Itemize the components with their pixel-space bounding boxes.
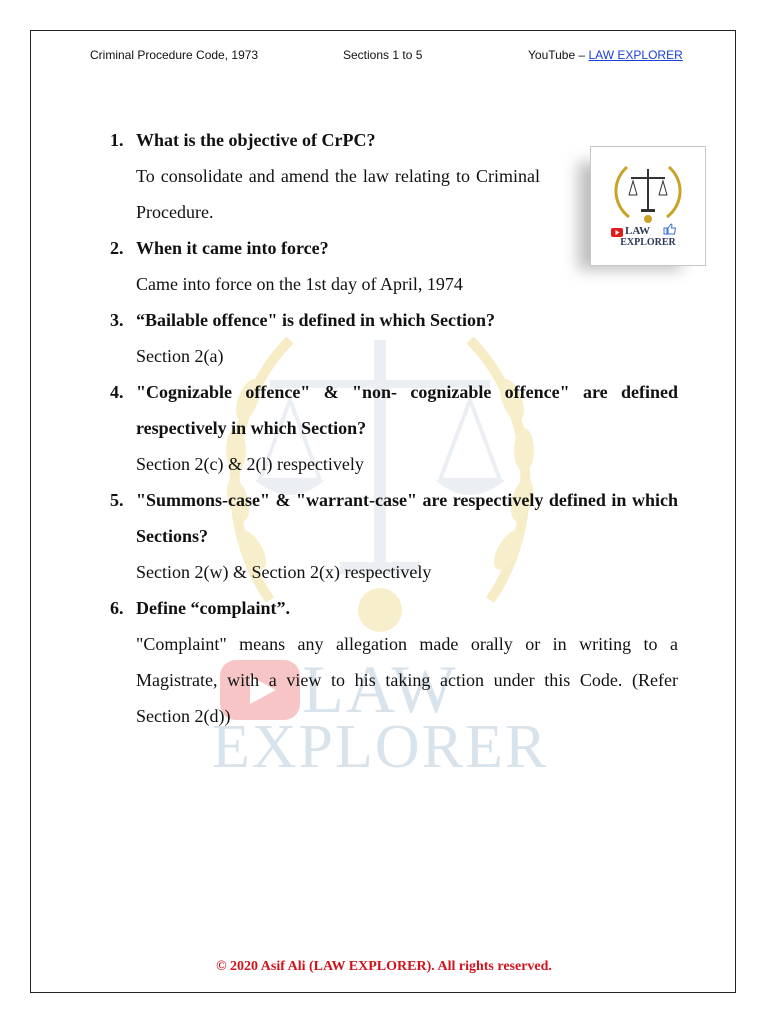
- answer: Section 2(c) & 2(l) respectively: [136, 454, 364, 474]
- qa-item: [110, 590, 678, 734]
- header-sections: Sections 1 to 5: [343, 48, 423, 62]
- copyright-footer: © 2020 Asif Ali (LAW EXPLORER). All rights reserved.: [216, 959, 552, 974]
- answer: Section 2(a): [136, 346, 224, 366]
- question: [110, 230, 678, 266]
- qa-item: [110, 302, 678, 374]
- answer: Came into force on the 1st day of April, 1974: [136, 274, 463, 294]
- watermark-text-law: LAW: [302, 651, 458, 727]
- question: [110, 302, 678, 338]
- question-number: 2.: [110, 238, 124, 258]
- header-youtube-prefix: YouTube –: [528, 48, 589, 62]
- question: [110, 374, 678, 446]
- qa-item: [110, 482, 678, 590]
- question-text: What is the objective of CrPC?: [136, 130, 376, 150]
- youtube-channel-link[interactable]: LAW EXPLORER: [588, 48, 683, 62]
- answer: "Complaint" means any allegation made orally or in writing to a Magistrate, with a view to his taking action under this Code. (Refer Section 2(d)): [136, 634, 678, 726]
- question-text: “Bailable offence" is defined in which Section?: [136, 310, 495, 330]
- question-text: "Cognizable offence" & "non- cognizable offence" are defined respectively in which Section?: [136, 382, 678, 438]
- question-number: 4.: [110, 382, 124, 402]
- question: [110, 122, 678, 158]
- question-number: 6.: [110, 598, 124, 618]
- qa-list: [110, 122, 678, 734]
- question: [110, 590, 678, 626]
- question-number: 5.: [110, 490, 124, 510]
- header-document-title: Criminal Procedure Code, 1973: [90, 48, 259, 62]
- header-youtube: [528, 48, 683, 62]
- question-text: "Summons-case" & "warrant-case" are respectively defined in which Sections?: [136, 490, 678, 546]
- question-number: 3.: [110, 310, 124, 330]
- question-text: Define “complaint”.: [136, 598, 290, 618]
- question: [110, 482, 678, 554]
- question-number: 1.: [110, 130, 124, 150]
- logo-text-law: LAW: [625, 225, 651, 237]
- logo-text-explorer: EXPLORER: [620, 237, 676, 248]
- qa-item: [110, 230, 678, 302]
- watermark-text-explorer: EXPLORER: [211, 713, 549, 781]
- answer: Section 2(w) & Section 2(x) respectively: [136, 562, 432, 582]
- qa-item: [110, 374, 678, 482]
- qa-item: [110, 122, 678, 230]
- answer: To consolidate and amend the law relating to Criminal Procedure.: [136, 166, 540, 222]
- question-text: When it came into force?: [136, 238, 329, 258]
